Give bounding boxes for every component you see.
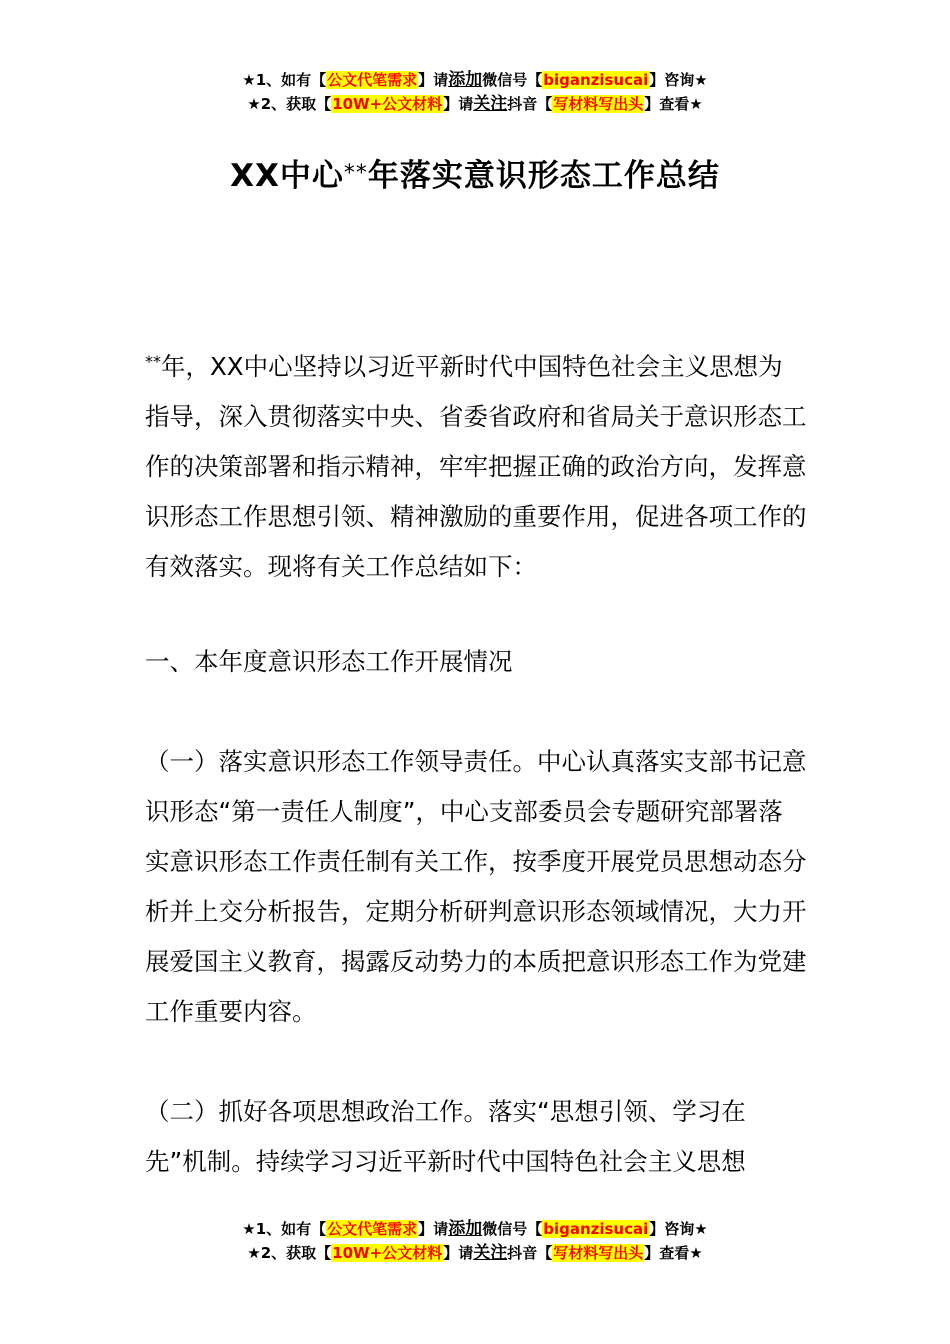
promo-highlight: 写材料写出头 bbox=[553, 1244, 644, 1262]
promo-highlight: biganzisucai bbox=[543, 71, 649, 89]
promo-text: 】请 bbox=[418, 1220, 449, 1238]
title-stars: ** bbox=[343, 161, 368, 186]
promo-emphasis: 关注 bbox=[473, 94, 508, 114]
title-part: 年落实意识形态工作总结 bbox=[367, 158, 720, 194]
promo-text: ★2、获取【 bbox=[247, 1244, 332, 1262]
promo-text: ★2、获取【 bbox=[247, 95, 332, 113]
intro-text: 年，XX中心坚持以习近平新时代中国特色社会主义思想为指导，深入贯彻落实中央、省委省政府和省局关于意识形态工作的决策部署和指示精神，牢牢把握正确的政治方向，发挥意识形态工作思想引领、精神激励的重要作用，促进各项工作的有效落实。现将有关工作总结如下： bbox=[145, 352, 807, 581]
promo-text: 】查看★ bbox=[644, 95, 703, 113]
promo-highlight: 写材料写出头 bbox=[553, 95, 644, 113]
promo-text: ★1、如有【 bbox=[242, 71, 327, 89]
promo-highlight: biganzisucai bbox=[543, 1220, 649, 1238]
intro-paragraph bbox=[145, 337, 807, 592]
promo-line-2 bbox=[0, 92, 950, 116]
promo-emphasis: 添加 bbox=[448, 1219, 483, 1239]
promo-banner-top bbox=[0, 68, 950, 116]
intro-stars: ** bbox=[145, 352, 161, 371]
section-heading: 一、本年度意识形态工作开展情况 bbox=[145, 647, 513, 676]
promo-text: 抖音【 bbox=[507, 1244, 553, 1262]
paragraph-leadership-responsibility: （一）落实意识形态工作领导责任。中心认真落实支部书记意识形态“第一责任人制度”，中心支部委员会专题研究部署落实意识形态工作责任制有关工作，按季度开展党员思想动态分析并上交分析报告，定期分析研判意识形态领域情况，大力开展爱国主义教育，揭露反动势力的本质把意识形态工作为党建工作重要内容。 bbox=[145, 747, 807, 1026]
promo-text: 】请 bbox=[418, 71, 449, 89]
promo-line-1 bbox=[0, 68, 950, 92]
promo-highlight: 公文代笔需求 bbox=[327, 1220, 418, 1238]
promo-banner-bottom bbox=[0, 1217, 950, 1265]
promo-text: 】咨询★ bbox=[649, 1220, 708, 1238]
promo-highlight: 10W+公文材料 bbox=[332, 95, 443, 113]
promo-highlight: 10W+公文材料 bbox=[332, 1244, 443, 1262]
promo-text: 微信号【 bbox=[482, 1220, 543, 1238]
paragraph-political-work: （二）抓好各项思想政治工作。落实“思想引领、学习在先”机制。持续学习习近平新时代中国特色社会主义思想 bbox=[145, 1097, 746, 1176]
promo-highlight: 公文代笔需求 bbox=[327, 71, 418, 89]
promo-emphasis: 添加 bbox=[448, 70, 483, 90]
promo-text: 】请 bbox=[443, 95, 474, 113]
promo-text: ★1、如有【 bbox=[242, 1220, 327, 1238]
promo-text: 】请 bbox=[443, 1244, 474, 1262]
document-title bbox=[0, 150, 950, 195]
promo-text: 微信号【 bbox=[482, 71, 543, 89]
promo-text: 抖音【 bbox=[507, 95, 553, 113]
promo-line-2 bbox=[0, 1241, 950, 1265]
promo-text: 】查看★ bbox=[644, 1244, 703, 1262]
promo-emphasis: 关注 bbox=[473, 1243, 508, 1263]
title-part: XX中心 bbox=[230, 158, 344, 194]
promo-text: 】咨询★ bbox=[649, 71, 708, 89]
promo-line-1 bbox=[0, 1217, 950, 1241]
